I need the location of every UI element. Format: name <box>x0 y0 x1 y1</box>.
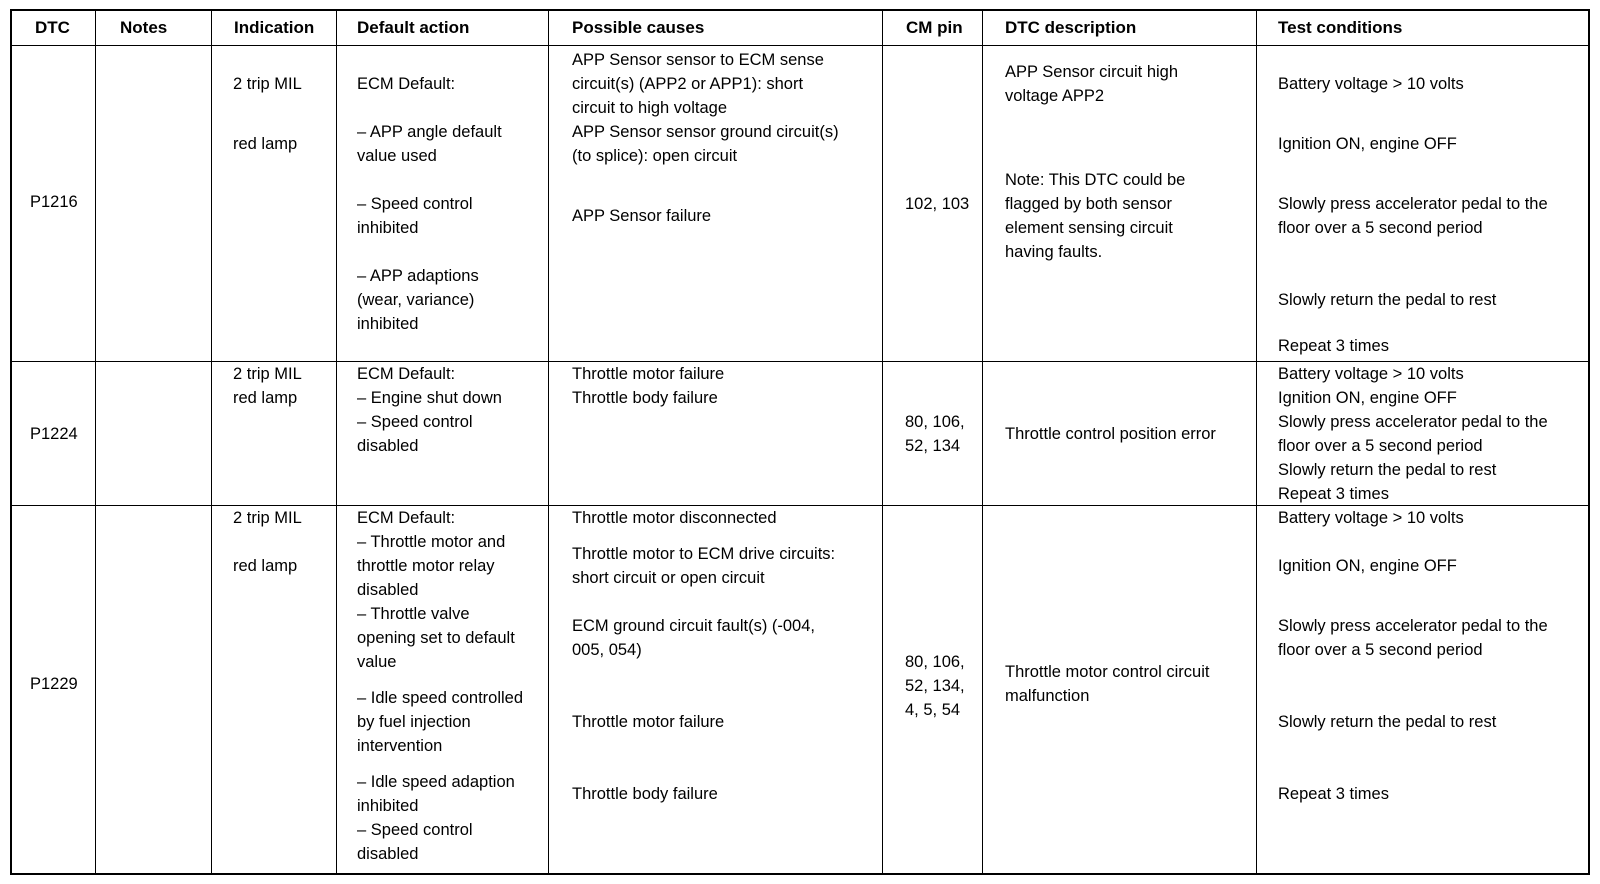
possible-cause-line: Throttle motor disconnected <box>572 509 777 527</box>
test-condition-line: Ignition ON, engine OFF <box>1278 389 1457 407</box>
default-action-line: – Idle speed controlled <box>357 689 524 707</box>
test-condition-line: Slowly return the pedal to rest <box>1278 291 1497 309</box>
default-action-line: value <box>357 653 397 671</box>
test-condition-line: floor over a 5 second period <box>1278 437 1483 455</box>
header-notes: Notes <box>120 18 168 37</box>
possible-cause-line: (to splice): open circuit <box>572 147 738 165</box>
default-action-line: disabled <box>357 437 419 455</box>
test-condition-line: Battery voltage > 10 volts <box>1278 75 1464 93</box>
default-action-line: (wear, variance) <box>357 291 475 309</box>
dtc-description-line: flagged by both sensor <box>1005 195 1172 213</box>
header-cm-pin: CM pin <box>906 18 963 37</box>
possible-cause-line: Throttle motor to ECM drive circuits: <box>572 545 836 563</box>
column-divider <box>548 9 549 875</box>
cm-pin-value: 52, 134, <box>905 677 965 695</box>
dtc-description-line: APP Sensor circuit high <box>1005 63 1179 81</box>
possible-cause-line: Throttle body failure <box>572 785 718 803</box>
dtc-code: P1229 <box>30 675 78 693</box>
indication-text: 2 trip MIL <box>233 75 302 93</box>
dtc-description-line: Throttle control position error <box>1005 425 1216 443</box>
indication-text: red lamp <box>233 557 298 575</box>
possible-cause-line: APP Sensor failure <box>572 207 712 225</box>
cm-pin-value: 102, 103 <box>905 195 970 213</box>
default-action-line: ECM Default: <box>357 509 456 527</box>
test-condition-line: Battery voltage > 10 volts <box>1278 365 1464 383</box>
indication-text: 2 trip MIL <box>233 509 302 527</box>
default-action-line: inhibited <box>357 219 419 237</box>
test-condition-line: Slowly press accelerator pedal to the <box>1278 195 1548 213</box>
cm-pin-value: 52, 134 <box>905 437 961 455</box>
column-divider <box>211 9 212 875</box>
default-action-line: ECM Default: <box>357 75 456 93</box>
possible-cause-line: Throttle body failure <box>572 389 718 407</box>
column-divider <box>1256 9 1257 875</box>
dtc-description-line: malfunction <box>1005 687 1090 705</box>
default-action-line: inhibited <box>357 797 419 815</box>
default-action-line: intervention <box>357 737 443 755</box>
column-divider <box>982 9 983 875</box>
default-action-line: inhibited <box>357 315 419 333</box>
test-condition-line: Battery voltage > 10 volts <box>1278 509 1464 527</box>
test-condition-line: floor over a 5 second period <box>1278 219 1483 237</box>
test-condition-line: Slowly return the pedal to rest <box>1278 713 1497 731</box>
test-condition-line: Ignition ON, engine OFF <box>1278 135 1457 153</box>
possible-cause-line: Throttle motor failure <box>572 713 725 731</box>
possible-cause-line: APP Sensor sensor ground circuit(s) <box>572 123 839 141</box>
default-action-line: disabled <box>357 845 419 863</box>
test-condition-line: Repeat 3 times <box>1278 337 1389 355</box>
header-indication: Indication <box>234 18 315 37</box>
column-divider <box>336 9 337 875</box>
possible-cause-line: APP Sensor sensor to ECM sense <box>572 51 824 69</box>
default-action-line: throttle motor relay <box>357 557 495 575</box>
possible-cause-line: circuit to high voltage <box>572 99 728 117</box>
header-dtc: DTC <box>35 18 70 37</box>
indication-text: 2 trip MIL <box>233 365 302 383</box>
default-action-line: – APP angle default <box>357 123 502 141</box>
indication-text: red lamp <box>233 135 298 153</box>
default-action-line: – Speed control <box>357 195 473 213</box>
dtc-description-line: having faults. <box>1005 243 1103 261</box>
possible-cause-line: circuit(s) (APP2 or APP1): short <box>572 75 804 93</box>
row-divider <box>10 45 1590 46</box>
possible-cause-line: Throttle motor failure <box>572 365 725 383</box>
test-condition-line: Repeat 3 times <box>1278 485 1389 503</box>
test-condition-line: Repeat 3 times <box>1278 785 1389 803</box>
dtc-description-line: Throttle motor control circuit <box>1005 663 1210 681</box>
header-possible-causes: Possible causes <box>572 18 705 37</box>
dtc-description-line: voltage APP2 <box>1005 87 1105 105</box>
header-default-action: Default action <box>357 18 470 37</box>
indication-text: red lamp <box>233 389 298 407</box>
default-action-line: – Engine shut down <box>357 389 502 407</box>
column-divider <box>95 9 96 875</box>
default-action-line: ECM Default: <box>357 365 456 383</box>
header-dtc-description: DTC description <box>1005 18 1137 37</box>
dtc-code: P1216 <box>30 193 78 211</box>
test-condition-line: floor over a 5 second period <box>1278 641 1483 659</box>
default-action-line: disabled <box>357 581 419 599</box>
dtc-description-line: Note: This DTC could be <box>1005 171 1186 189</box>
cm-pin-value: 80, 106, <box>905 653 965 671</box>
default-action-line: – APP adaptions <box>357 267 479 285</box>
default-action-line: value used <box>357 147 437 165</box>
possible-cause-line: short circuit or open circuit <box>572 569 765 587</box>
dtc-description-line: element sensing circuit <box>1005 219 1173 237</box>
cm-pin-value: 80, 106, <box>905 413 965 431</box>
default-action-line: – Speed control <box>357 821 473 839</box>
default-action-line: – Throttle motor and <box>357 533 506 551</box>
default-action-line: by fuel injection <box>357 713 471 731</box>
possible-cause-line: ECM ground circuit fault(s) (-004, <box>572 617 815 635</box>
column-divider <box>882 9 883 875</box>
test-condition-line: Slowly press accelerator pedal to the <box>1278 413 1548 431</box>
default-action-line: – Throttle valve <box>357 605 470 623</box>
default-action-line: opening set to default <box>357 629 515 647</box>
cm-pin-value: 4, 5, 54 <box>905 701 961 719</box>
default-action-line: – Idle speed adaption <box>357 773 515 791</box>
default-action-line: – Speed control <box>357 413 473 431</box>
test-condition-line: Ignition ON, engine OFF <box>1278 557 1457 575</box>
dtc-code: P1224 <box>30 425 78 443</box>
test-condition-line: Slowly press accelerator pedal to the <box>1278 617 1548 635</box>
test-condition-line: Slowly return the pedal to rest <box>1278 461 1497 479</box>
header-test-conditions: Test conditions <box>1278 18 1403 37</box>
possible-cause-line: 005, 054) <box>572 641 642 659</box>
